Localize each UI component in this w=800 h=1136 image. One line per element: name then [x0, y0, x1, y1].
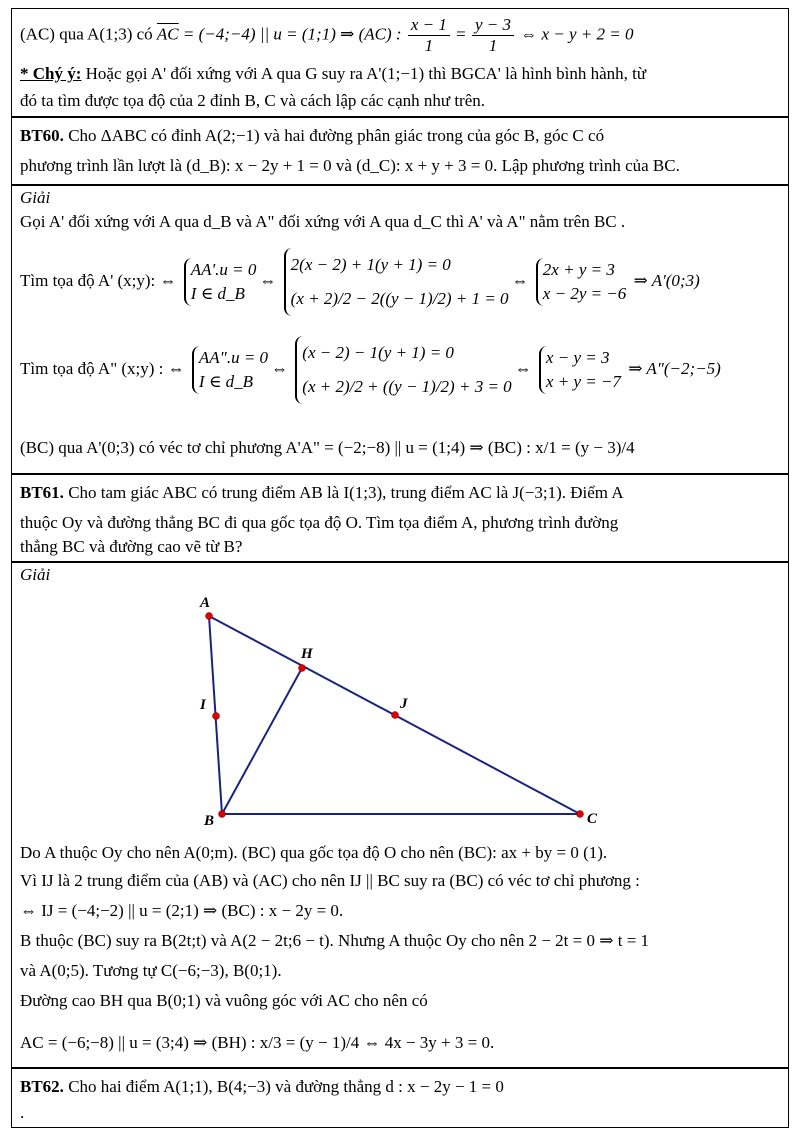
note-line-2: đó ta tìm được tọa độ của 2 đỉnh B, C và cách lập các cạnh như trên.: [20, 91, 486, 110]
solution-heading: Giải: [20, 188, 51, 207]
bt61-solution-box: [11, 562, 789, 1068]
triangle-figure: [12, 583, 788, 853]
altitude-bh: [222, 668, 302, 814]
label-j: J: [400, 696, 408, 712]
sol61-line-2: Vì IJ là 2 trung điểm của (AB) và (AC) cho nên IJ || BC suy ra (BC) có véc tơ chỉ phương :: [20, 871, 640, 890]
bt62-problem-box: [11, 1068, 789, 1128]
point-j: [392, 712, 399, 719]
sol61-line-3: ⇔ IJ = (−4;−2) || u = (2;1) ⇒ (BC) : x − 2y = 0.: [20, 901, 344, 920]
label-a: A: [200, 595, 211, 611]
point-i: [213, 713, 220, 720]
ac-equation-line: (AC) qua A(1;3) có $\overline{AC}$ = (−4;−4) || u = (1;1) ⇒ (AC) : $\frac{x - 1}{1}$ = $\frac{y - 3}{1}$ ⇔ x − y + 2 = 0: [20, 15, 634, 55]
label-b: B: [204, 813, 215, 829]
bt61-line-3: thẳng BC và đường cao vẽ từ B?: [20, 537, 243, 556]
solution-heading: Giải: [20, 565, 51, 584]
bt60-problem-box: [11, 117, 789, 185]
prev-solution-box: [11, 8, 789, 117]
bt60-line-2: phương trình lần lượt là (d_B): x − 2y + 1 = 0 và (d_C): x + y + 3 = 0. Lập phương trình của BC.: [20, 156, 680, 175]
bc-equation-line: (BC) qua A'(0;3) có véc tơ chỉ phương A'A" = (−2;−8) || u = (1;4) ⇒ (BC) : x/1 = (y − 3)/4: [20, 438, 635, 457]
sol60-intro: Gọi A' đối xứng với A qua d_B và A" đối xứng với A qua d_C thì A' và A" nằm trên BC .: [20, 212, 626, 231]
find-a-prime: Tìm tọa độ A' (x;y): ⇔ AA'.u = 0 I ∈ d_B ⇔ 2(x − 2) + 1(y + 1) = 0 (x + 2)/2 − 2((y − 1)/2) + 1 = 0 ⇔ 2x + y = 3 x − 2y = −6 ⇒ A'(0;3): [20, 248, 700, 316]
bt60-line-1: BT60. Cho ΔABC có đỉnh A(2;−1) và hai đường phân giác trong của góc B, góc C có: [20, 126, 605, 145]
point-a: [206, 613, 213, 620]
note-line-1: * Chý ý: Hoặc gọi A' đối xứng với A qua G suy ra A'(1;−1) thì BGCA' là hình bình hành, từ: [20, 64, 647, 83]
bt62-line-1: BT62. Cho hai điểm A(1;1), B(4;−3) và đường thẳng d : x − 2y − 1 = 0: [20, 1077, 504, 1096]
label-c: C: [587, 811, 598, 827]
bt61-line-2: thuộc Oy và đường thẳng BC đi qua gốc tọa độ O. Tìm tọa điểm A, phương trình đường: [20, 513, 619, 532]
sol61-line-4: B thuộc (BC) suy ra B(2t;t) và A(2 − 2t;6 − t). Nhưng A thuộc Oy cho nên 2 − 2t = 0 ⇒ t = 1: [20, 931, 650, 950]
label-h: H: [301, 646, 313, 662]
note-label: * Chý ý:: [20, 64, 82, 83]
sol61-line-1: Do A thuộc Oy cho nên A(0;m). (BC) qua gốc tọa độ O cho nên (BC): ax + by = 0 (1).: [20, 843, 608, 862]
label-i: I: [200, 697, 206, 713]
sol61-line-6: Đường cao BH qua B(0;1) và vuông góc với AC cho nên có: [20, 991, 428, 1010]
point-h: [299, 665, 306, 672]
bt61-problem-box: [11, 474, 789, 562]
find-a-double-prime: Tìm tọa độ A" (x;y) : ⇔ AA".u = 0 I ∈ d_B ⇔ (x − 2) − 1(y + 1) = 0 (x + 2)/2 + ((y − 1)/2) + 3 = 0 ⇔ x − y = 3 x + y = −7 ⇒ A"(−2;−5): [20, 336, 721, 404]
point-c: [577, 811, 584, 818]
point-b: [219, 811, 226, 818]
bt60-solution-box: [11, 185, 789, 474]
bt62-line-2: .: [20, 1103, 25, 1122]
sol61-line-5: và A(0;5). Tương tự C(−6;−3), B(0;1).: [20, 961, 282, 980]
sol61-line-7: AC = (−6;−8) || u = (3;4) ⇒ (BH) : x/3 = (y − 1)/4 ⇔ 4x − 3y + 3 = 0.: [20, 1033, 495, 1052]
bt61-line-1: BT61. Cho tam giác ABC có trung điểm AB là I(1;3), trung điểm AC là J(−3;1). Điểm A: [20, 483, 624, 502]
